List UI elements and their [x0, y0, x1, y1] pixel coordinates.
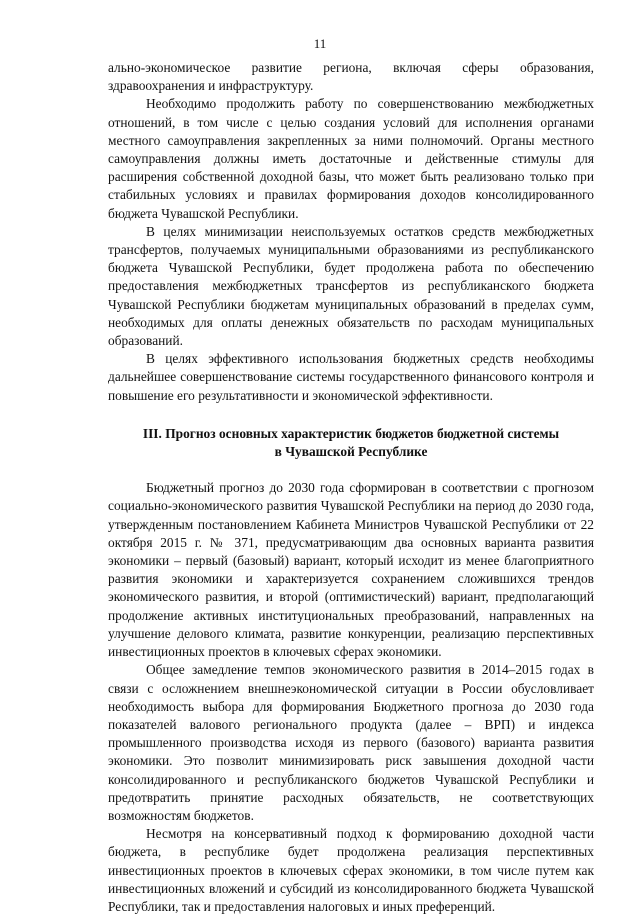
- paragraph: ально-экономическое развитие региона, включая сферы образования, здравоохранения и инфраструктуру.: [108, 60, 594, 94]
- section-title-line: в Чувашской Республике: [274, 444, 428, 460]
- section-title-line: III. Прогноз основных характеристик бюджетов бюджетной системы: [142, 425, 560, 441]
- paragraph: В целях минимизации неиспользуемых остатков средств межбюджетных трансфертов, получаемых муниципальными образованиями из республиканского бюджета Чувашской Республики, будет продолжена работа по обеспечению предоставления межбюджетных трансфертов из республиканского бюджета Чувашской Республики бюджетам муниципальных образований в пределах сумм, необходимых для оплаты денежных обязательств по расходам муниципальных образований.: [108, 223, 594, 349]
- section-title: [108, 425, 594, 461]
- paragraph: Необходимо продолжить работу по совершенствованию межбюджетных отношений, в том числе с целью создания условий для исполнения органами местного самоуправления закрепленных за ними полномочий. Органы местного самоуправления должны иметь достаточные и действенные стимулы для расширения собственной доходной базы, что может быть реализовано только при стабильных условиях и правилах формирования доходов консолидированного бюджета Чувашской Республики.: [108, 96, 594, 221]
- paragraph: Несмотря на консервативный подход к формированию доходной части бюджета, в республике будет продолжена реализация перспективных инвестиционных проектов в ключевых сферах экономики, в том числе путем как инвестиционных вложений и субсидий из консолидированного бюджета Чувашской Республики, так и предоставления налоговых и иных преференций.: [108, 826, 594, 914]
- document-body: [108, 59, 594, 916]
- page-number: 11: [313, 36, 327, 51]
- paragraph: Общее замедление темпов экономического развития в 2014–2015 годах в связи с осложнением внешнеэкономической ситуации в России обусловливает необходимость выбора для формирования Бюджетного прогноза до 2030 года показателей валового регионального продукта (далее – ВРП) и индекса промышленного производства исходя из первого (базового) варианта развития экономики. Это позволит минимизировать риск завышения доходной части консолидированного и республиканского бюджетов Чувашской Республики и предотвратить принятие расходных обязательств, не соответствующих возможностям бюджетов.: [108, 662, 594, 823]
- paragraph: В целях эффективного использования бюджетных средств необходимы дальнейшее совершенствование системы государственного финансового контроля и повышение его результативности и экономической эффективности.: [108, 351, 594, 403]
- paragraph: Бюджетный прогноз до 2030 года сформирован в соответствии с прогнозом социально-экономического развития Чувашской Республики на период до 2030 года, утвержденным постановлением Кабинета Министров Чувашской Республики от 22 октября 2015 г. № 371, предусматривающим два основных варианта развития экономики – первый (базовый) вариант, который исходит из менее благоприятного развития экономики и характеризуется сохранением сложившихся трендов экономического развития, и второй (оптимистический) вариант, предполагающий продолжение активных институциональных преобразований, направленных на улучшение делового климата, развитие конкуренции, реализацию перспективных инвестиционных проектов в ключевых сферах экономики.: [108, 480, 594, 660]
